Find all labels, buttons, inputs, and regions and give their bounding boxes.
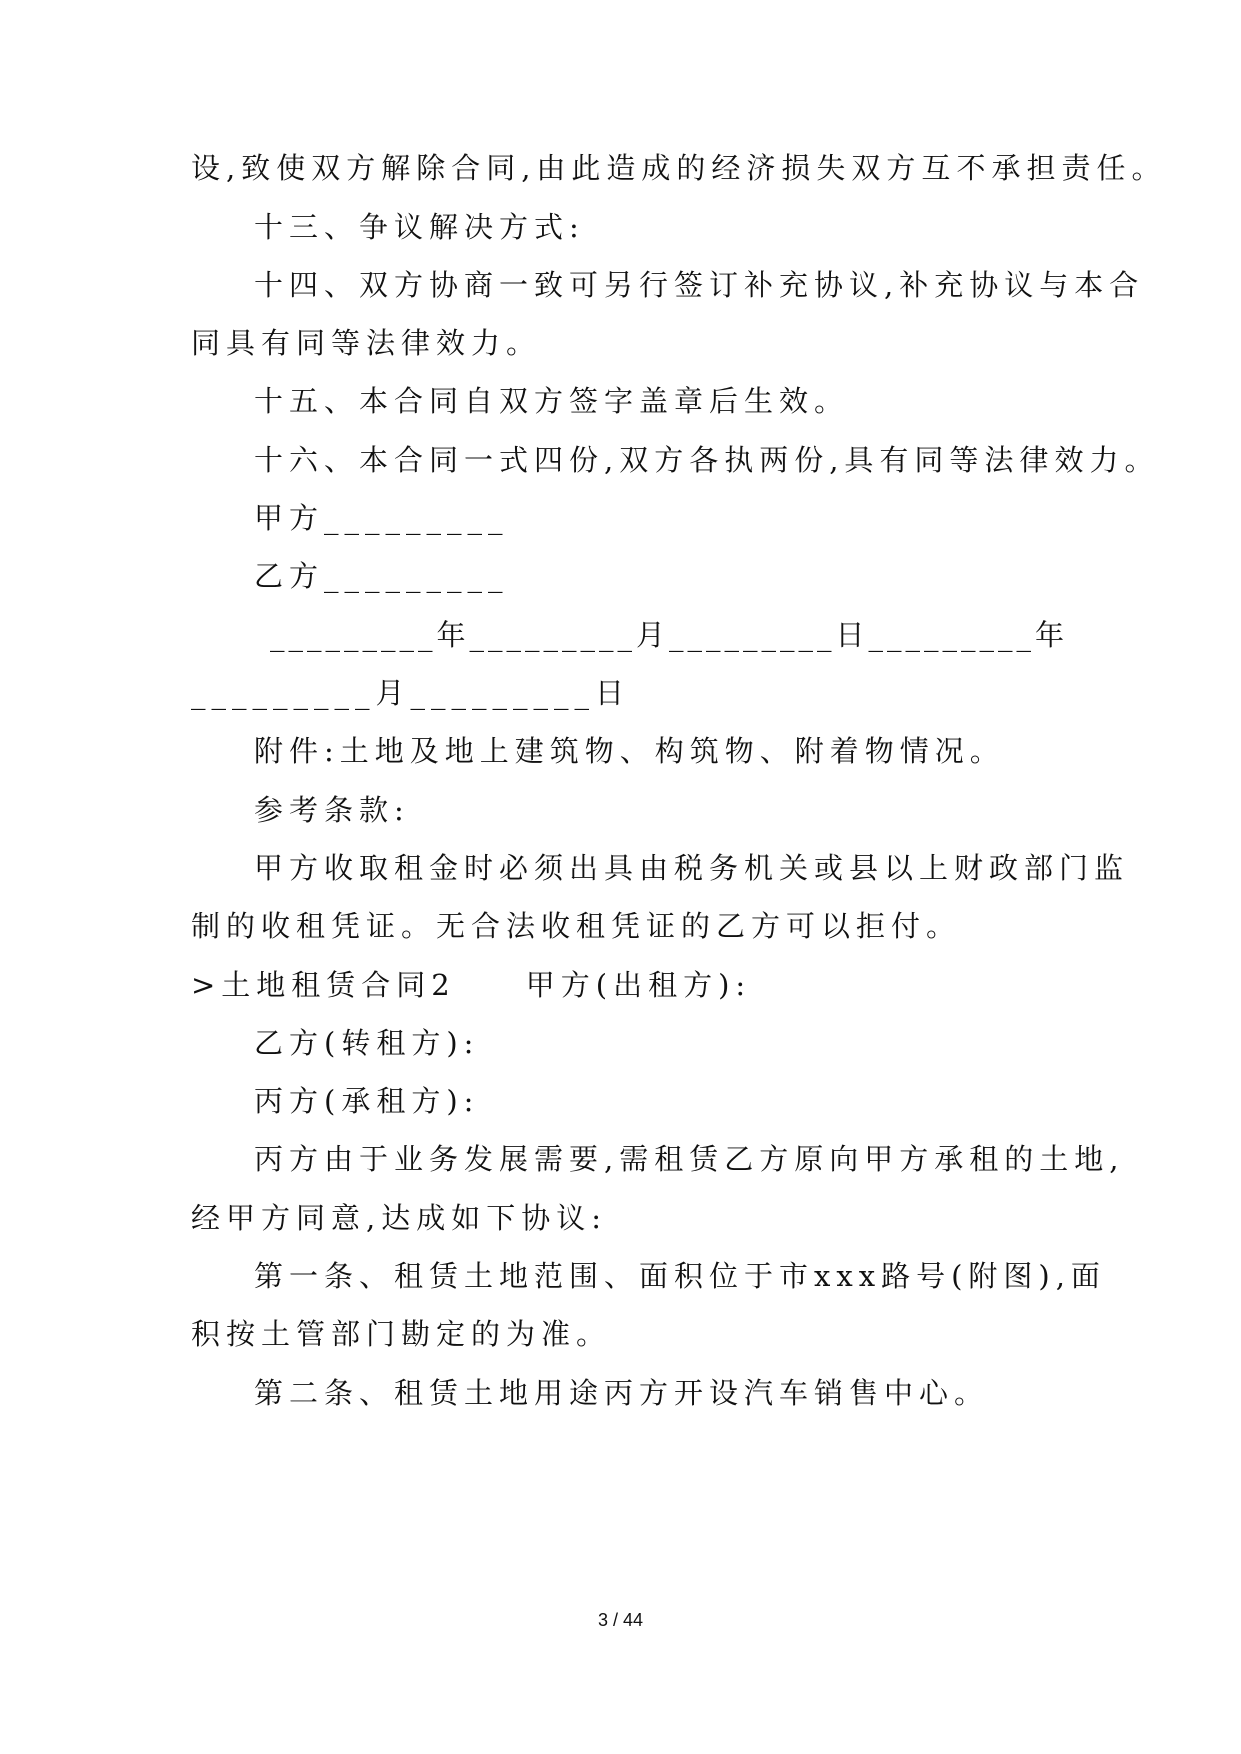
text-line: 设,致使双方解除合同,由此造成的经济损失双方互不承担责任。: [191, 151, 1167, 185]
text-line: 甲方收取租金时必须出具由税务机关或县以上财政部门监: [254, 851, 1130, 885]
text-line: 制的收租凭证。无合法收租凭证的乙方可以拒付。: [191, 909, 962, 943]
text-line: 经甲方同意,达成如下协议:: [191, 1201, 607, 1235]
signature-line-party-b: 乙方_________: [254, 559, 509, 593]
text-line: 十五、本合同自双方签字盖章后生效。: [254, 384, 850, 418]
text-line: 乙方(转租方):: [254, 1026, 480, 1060]
text-line: 十三、争议解决方式:: [254, 210, 585, 244]
date-line: _________月_________日: [191, 676, 631, 710]
text-line: 丙方由于业务发展需要,需租赁乙方原向甲方承租的土地,: [254, 1142, 1125, 1176]
text-line: 附件:土地及地上建筑物、构筑物、附着物情况。: [254, 734, 1005, 768]
text-line: 丙方(承租方):: [254, 1084, 480, 1118]
text-line: 同具有同等法律效力。: [191, 326, 542, 360]
text-line: 积按土管部门勘定的为准。: [191, 1317, 612, 1351]
date-line: _________年_________月_________日_________年: [270, 618, 1069, 652]
text-line: 第二条、租赁土地用途丙方开设汽车销售中心。: [254, 1376, 990, 1410]
section-heading: >土地租赁合同2 甲方(出租方):: [191, 968, 752, 1002]
signature-line-party-a: 甲方_________: [254, 501, 509, 535]
text-line: 十六、本合同一式四份,双方各执两份,具有同等法律效力。: [254, 443, 1160, 477]
text-line: 参考条款:: [254, 793, 410, 827]
page-number: 3 / 44: [597, 1610, 644, 1630]
text-line: 第一条、租赁土地范围、面积位于市xxx路号(附图),面: [254, 1259, 1106, 1293]
text-line: 十四、双方协商一致可另行签订补充协议,补充协议与本合: [254, 268, 1145, 302]
